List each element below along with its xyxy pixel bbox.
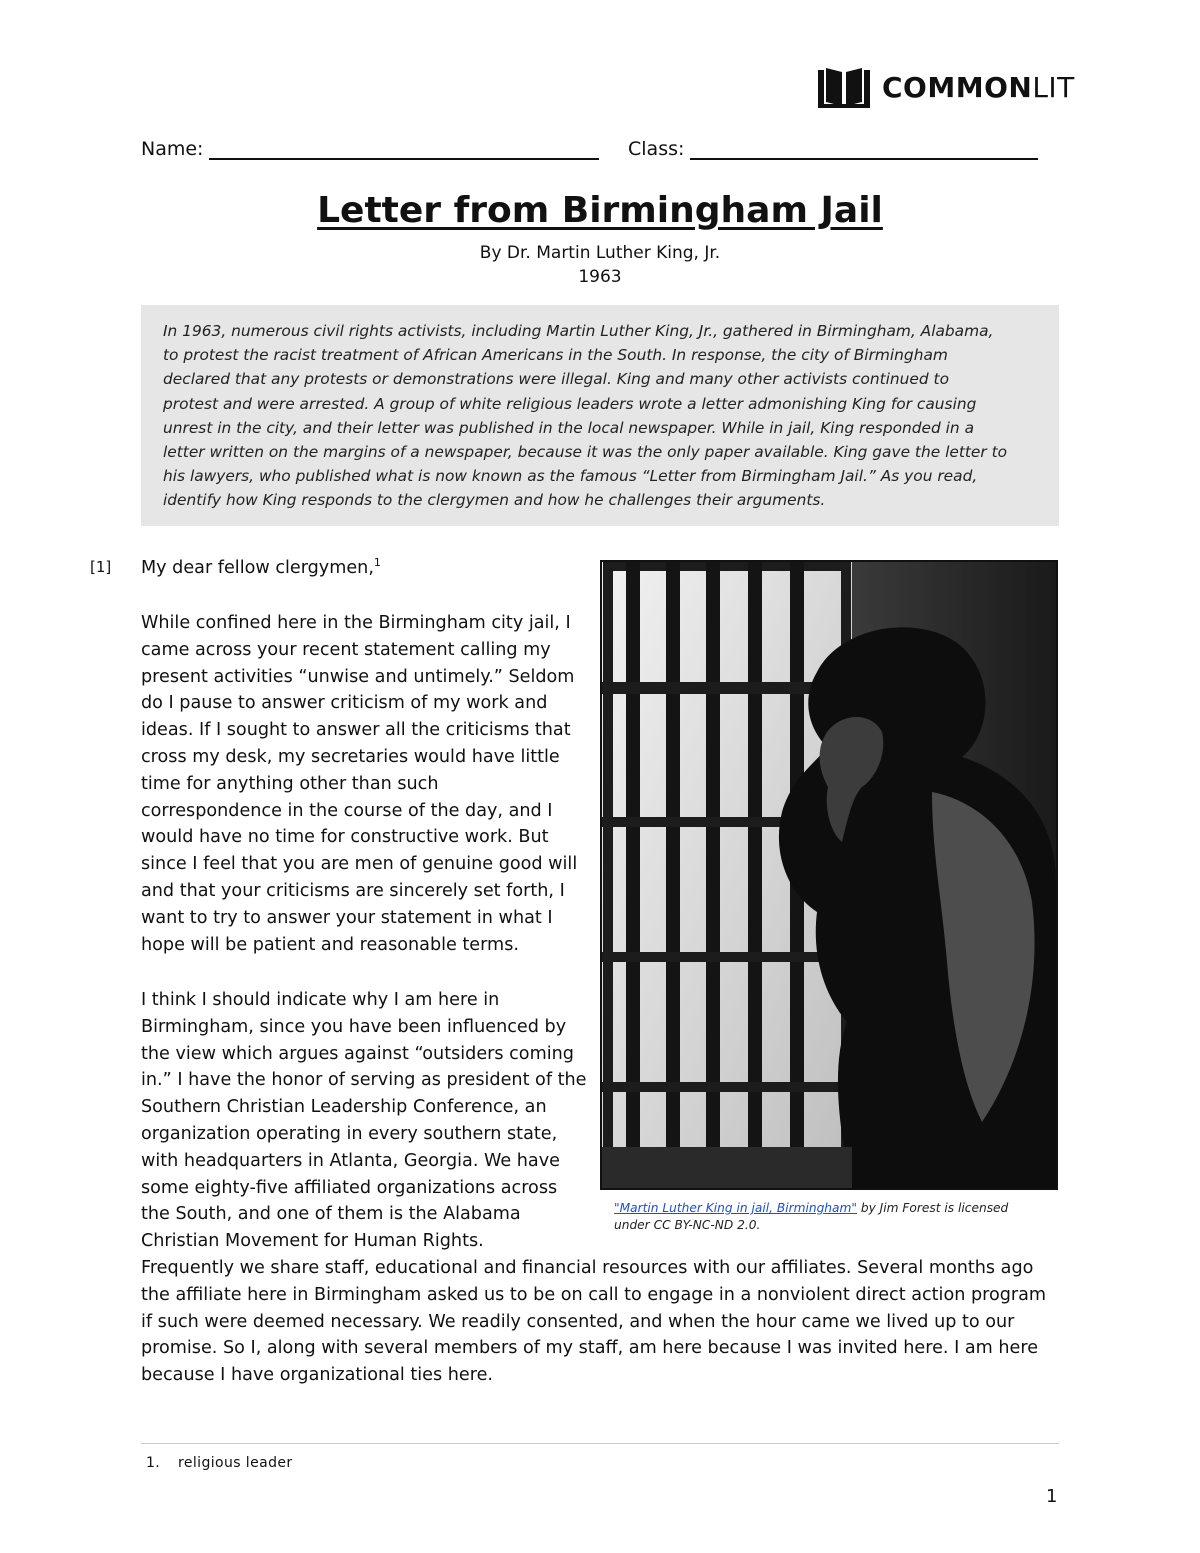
text-line: do I pause to answer criticism of my work and [141,693,548,714]
text-line: in.” I have the honor of serving as president of the [141,1070,587,1091]
footnote-divider [141,1443,1059,1444]
footnote-number: 1. [146,1455,161,1471]
text-line: and that your criticisms are sincerely set forth, I [141,880,565,901]
text-line: with headquarters in Atlanta, Georgia. We have [141,1150,560,1171]
salutation [141,555,381,582]
paragraph-number: [1] [90,558,112,576]
footnote-ref[interactable]: 1 [373,556,381,570]
text-line: I think I should indicate why I am here in [141,990,500,1010]
intro-box [141,305,1059,526]
text-line: if such were deemed necessary. We readily consented, and when the hour came we lived up to our [141,1311,1015,1332]
year: 1963 [578,267,622,287]
footnote [146,1455,293,1471]
author: By Dr. Martin Luther King, Jr. [479,243,721,263]
class-label: Class: [628,138,685,160]
intro-line: protest and were arrested. A group of white religious leaders wrote a letter admonishing King for causing [163,394,977,413]
text-line: Frequently we share staff, educational and financial resources with our affiliates. Several months ago [141,1257,1034,1278]
caption-link[interactable]: "Martin Luther King in jail, Birmingham" [614,1201,857,1215]
text-line: ideas. If I sought to answer all the criticisms that [141,720,571,741]
brand-name: COMMONLIT [882,71,1075,104]
intro-line: declared that any protests or demonstrations were illegal. King and many other activists continued to [163,370,950,389]
open-book-icon [816,66,872,110]
text-line: the South, and one of them is the Alabama [141,1204,521,1225]
text-line: the view which argues against “outsiders coming [141,1043,574,1064]
text-line: would have no time for constructive work. But [141,827,549,848]
document-title: Letter from Birmingham Jail [317,190,883,231]
photo-mlk-in-jail [600,560,1058,1190]
intro-line: letter written on the margins of a newspaper, because it was the only paper available. King gave the letter to [163,443,1008,462]
text-line: organization operating in every southern state, [141,1123,558,1144]
byline [0,241,1200,289]
caption-text: by Jim Forest is licensed [856,1201,1009,1215]
text-line: correspondence in the course of the day, and I [141,800,553,821]
name-input-line[interactable] [209,136,599,160]
text-line: cross my desk, my secretaries would have little [141,746,560,767]
page-number: 1 [1046,1486,1058,1507]
text-line: the affiliate here in Birmingham asked us to be on call to engage in a nonviolent direct action program [141,1284,1047,1305]
caption-license: under CC BY-NC-ND 2.0. [614,1218,761,1232]
salutation-text: My dear fellow clergymen, [141,558,374,578]
photo-caption [614,1200,1044,1234]
text-line: present activities “unwise and untimely.” Seldom [141,666,575,687]
name-label: Name: [141,138,204,160]
intro-line: his lawyers, who published what is now known as the famous “Letter from Birmingham Jail.” As you read, [163,467,978,486]
intro-line: identify how King responds to the clergymen and how he challenges their arguments. [163,491,826,510]
text-line: hope will be patient and reasonable terms. [141,934,519,955]
text-line: While confined here in the Birmingham city jail, I [141,613,571,633]
name-field [141,136,599,160]
text-line: because I have organizational ties here. [141,1365,493,1386]
paragraph-1 [141,610,577,958]
text-line: since I feel that you are men of genuine good will [141,854,578,875]
text-line: came across your recent statement calling my [141,639,551,660]
commonlit-logo [816,64,1075,112]
text-line: Christian Movement for Human Rights. [141,1231,484,1252]
intro-line: unrest in the city, and their letter was published in the local newspaper. While in jail, King responded in a [163,418,975,437]
text-line: promise. So I, along with several members of my staff, am here because I was invited here. I am here [141,1338,1039,1359]
class-input-line[interactable] [690,136,1038,160]
text-line: Southern Christian Leadership Conference, an [141,1097,547,1118]
intro-line: to protest the racist treatment of African Americans in the South. In response, the city of Birmingham [163,346,948,365]
text-line: time for anything other than such [141,773,439,794]
text-line: Birmingham, since you have been influenced by [141,1016,567,1037]
intro-line: In 1963, numerous civil rights activists, including Martin Luther King, Jr., gathered in Birmingham, Alabama, [163,322,994,340]
class-field [628,136,1038,160]
text-line: some eighty-five affiliated organizations across [141,1177,558,1198]
footnote-text: religious leader [178,1455,293,1471]
photo-illustration [602,562,1056,1188]
text-line: want to try to answer your statement in what I [141,907,553,928]
